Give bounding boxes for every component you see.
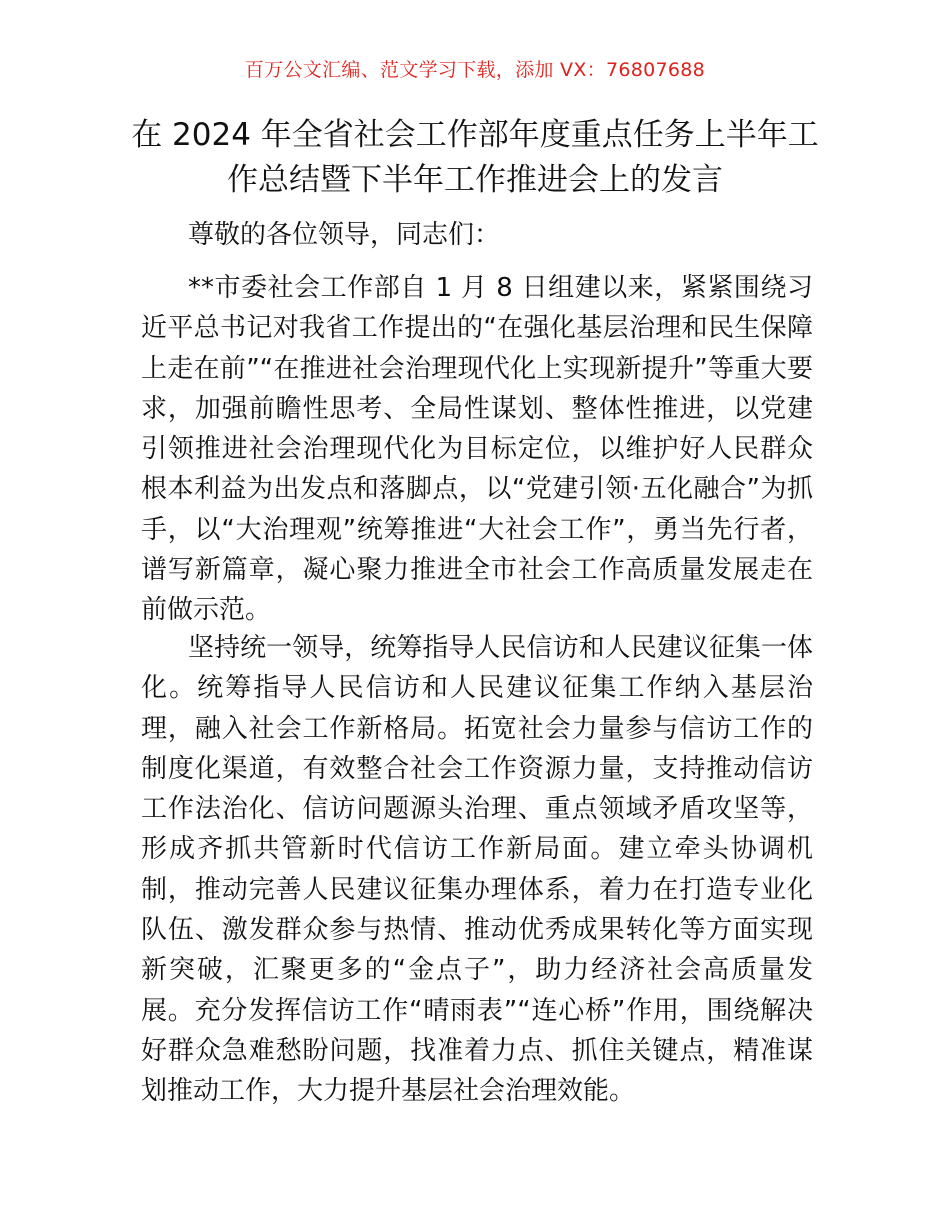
body-paragraph-2: 坚持统一领导，统筹指导人民信访和人民建议征集一体化。统筹指导人民信访和人民建议征集工作纳入基层治理，融入社会工作新格局。拓宽社会力量参与信访工作的制度化渠道，有效整合社会工作资源力量，支持推动信访工作法治化、信访问题源头治理、重点领域矛盾攻坚等，形成齐抓共管新时代信访工作新局面。建立牵头协调机制，推动完善人民建议征集办理体系，着力在打造专业化队伍、激发群众参与热情、推动优秀成果转化等方面实现新突破，汇聚更多的“金点子”，助力经济社会高质量发展。充分发挥信访工作“晴雨表”“连心桥”作用，围绕解决好群众急难愁盼问题，找准着力点、抓住关键点，精准谋划推动工作，大力提升基层社会治理效能。: [141, 633, 813, 1107]
body-paragraph-1: **市委社会工作部自 1 月 8 日组建以来，紧紧围绕习近平总书记对我省工作提出的“在强化基层治理和民生保障上走在前”“在推进社会治理现代化上实现新提升”等重大要求，加强前瞻性思考、全局性谋划、整体性推进，以党建引领推进社会治理现代化为目标定位，以维护好人民群众根本利益为出发点和落脚点，以“党建引领·五化融合”为抓手，以“大治理观”统筹推进“大社会工作”，勇当先行者，谱写新篇章，凝心聚力推进全市社会工作高质量发展走在前做示范。: [141, 273, 813, 626]
header-banner: 百万公文汇编、范文学习下载，添加 VX：76807688: [244, 59, 706, 81]
page-title: 在 2024 年全省社会工作部年度重点任务上半年工作总结暨下半年工作推进会上的发言: [131, 117, 819, 198]
salutation: 尊敬的各位领导，同志们：: [188, 220, 501, 250]
